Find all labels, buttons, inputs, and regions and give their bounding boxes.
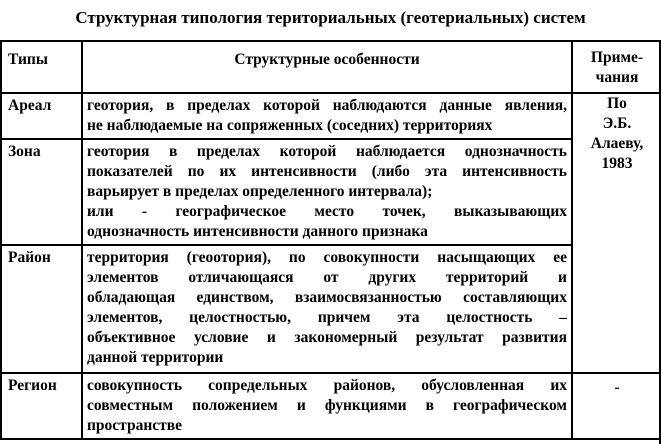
table-row-areal (1, 93, 661, 139)
table-row-raion (1, 245, 661, 373)
features-line: совокупность сопредельных районов, обусловленная их (87, 377, 567, 394)
features-line: пространстве (87, 417, 183, 434)
type-cell-raion: Район (1, 245, 82, 373)
features-cell-zona (82, 139, 572, 245)
page-title: Структурная типология териториальных (геотериальных) систем (75, 8, 586, 27)
type-cell-areal: Ареал (1, 93, 82, 139)
features-line: или - географическое место точек, выказывающих (87, 203, 567, 220)
note-line: По (607, 95, 627, 112)
features-line: геотория в пределах которой наблюдается однозначность (87, 143, 567, 160)
features-line: территория (геоотория), по совокупности насыщающих ее (87, 249, 567, 266)
features-line: показателей по их интенсивности (либо эта интенсивность (87, 163, 567, 180)
features-line: объективное условие и закономерный результат развития (87, 329, 567, 346)
features-line: геотория, в пределах которой наблюдаются данные явления, (87, 97, 567, 114)
features-line: данной территории (87, 349, 224, 366)
typology-table (0, 40, 661, 440)
table-row-region (1, 373, 661, 439)
table-row-zona (1, 139, 661, 245)
note-line: Алаеву, (590, 135, 644, 152)
header-notes-line2: чания (595, 69, 639, 86)
features-line: обладающая единством, взаимосвязанностью составляющих (87, 289, 567, 306)
features-line: однозначность интенсивности данного признака (87, 223, 428, 240)
features-cell-region (82, 373, 572, 439)
features-line: варьирует в пределах определенного интервала); (87, 183, 433, 200)
type-cell-region: Регион (1, 373, 82, 439)
header-features: Структурные особенности (82, 41, 572, 93)
notes-cell-source (572, 93, 661, 373)
header-types: Типы (1, 41, 82, 93)
note-line: 1983 (601, 155, 633, 172)
features-line: не наблюдаемые на сопряженных (соседних) территориях (87, 117, 493, 134)
type-cell-zona: Зона (1, 139, 82, 245)
table-header-row (1, 41, 661, 93)
features-line: элементов, целостностью, причем эта целостность – (87, 309, 567, 326)
features-line: совместным положением и функциями в географическом (87, 397, 567, 414)
header-notes (572, 41, 661, 93)
note-line: Э.Б. (602, 115, 632, 132)
features-cell-areal (82, 93, 572, 139)
header-notes-line1: Приме- (590, 49, 644, 66)
notes-cell-region: - (572, 373, 661, 439)
features-cell-raion (82, 245, 572, 373)
features-line: элементов отличающаяся от других территорий и (87, 269, 567, 286)
